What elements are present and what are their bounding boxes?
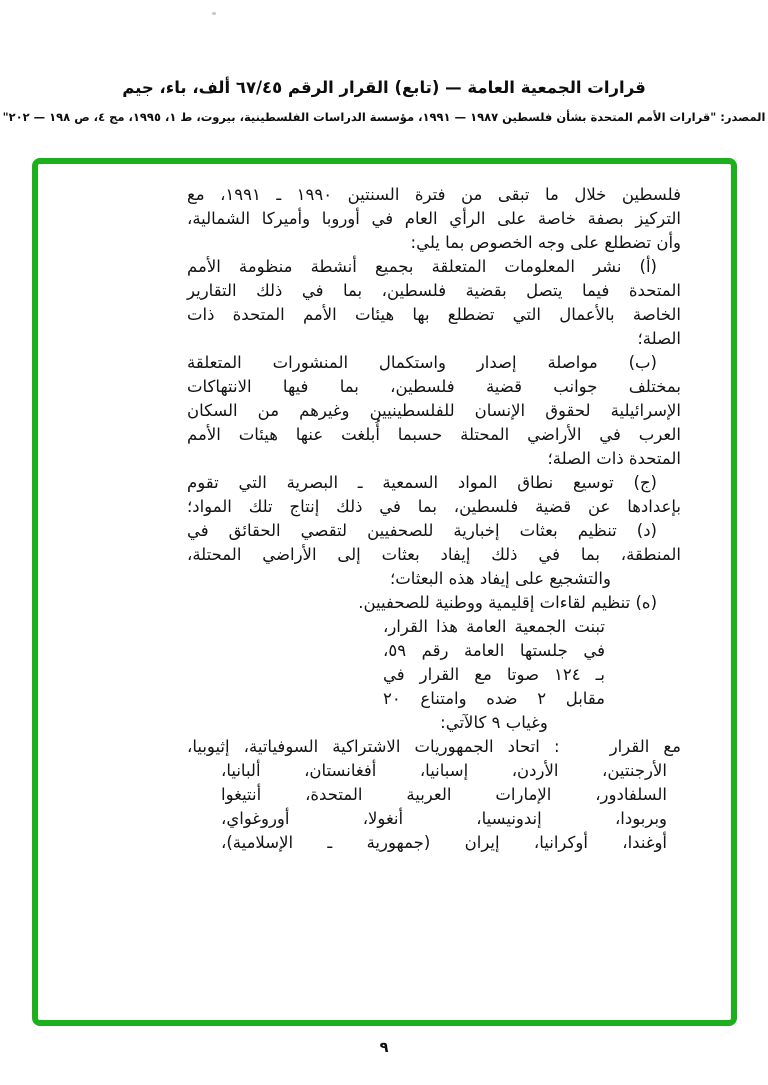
list-item-a — [187, 255, 681, 351]
text-line: الإسرائيلية لحقوق الإنسان للفلسطينيين وغيرهم من السكان — [187, 401, 681, 420]
page-title: قرارات الجمعية العامة — (تابع) القرار الرقم ٦٧/٤٥ ألف، باء، جيم — [122, 78, 646, 97]
countries-first-line: اتحاد الجمهوريات الاشتراكية السوفياتية، إثيوبيا، — [187, 737, 540, 756]
text-line: المتحدة فيما يتصل بقضية فلسطين، بما في ذلك التقارير — [187, 281, 681, 300]
countries-line: أوغندا، أوكرانيا، إيران (جمهورية ـ الإسلامية)، — [221, 833, 667, 852]
vote-for-label: مع القرار — [609, 737, 682, 756]
list-item-d — [187, 519, 681, 591]
text-line: وأن تضطلع على وجه الخصوص بما يلي: — [410, 233, 681, 252]
adoption-line: بـ ١٢٤ صوتا مع القرار في — [383, 665, 605, 684]
list-item-b — [187, 351, 681, 471]
adoption-line: وغياب ٩ كالآتي: — [440, 713, 548, 732]
text-line: فلسطين خلال ما تبقى من فترة السنتين ١٩٩٠ ـ ١٩٩١، مع — [187, 185, 681, 204]
countries-line: السلفادور، الإمارات العربية المتحدة، أنتيغوا — [221, 785, 667, 804]
page-number: ٩ — [379, 1040, 389, 1056]
text-line: (ب) مواصلة إصدار واستكمال المنشورات المتعلقة — [187, 353, 657, 372]
text-line: والتشجيع على إيفاد هذه البعثات؛ — [390, 569, 611, 588]
text-line: المتحدة ذات الصلة؛ — [547, 449, 681, 468]
vote-record — [187, 735, 681, 855]
text-line: الصلة؛ — [637, 329, 681, 348]
list-item-e — [187, 591, 681, 615]
countries-line: الأرجنتين، الأردن، إسبانيا، أفغانستان، ألبانيا، — [221, 761, 667, 780]
source-citation: المصدر: "قرارات الأمم المتحدة بشأن فلسطين ١٩٨٧ — ١٩٩١، مؤسسة الدراسات الفلسطينية، بيروت، ط ١، ١٩٩٥، مج ٤، ص ١٩٨ — ٢٠٢" — [2, 110, 766, 124]
text-line: (ج) توسيع نطاق المواد السمعية ـ البصرية التي تقوم — [187, 473, 657, 492]
vote-for-line — [187, 735, 681, 759]
adoption-line: تبنت الجمعية العامة هذا القرار، — [383, 617, 605, 636]
text-line: بإعدادها عن قضية فلسطين، بما في ذلك إنتاج تلك المواد؛ — [187, 497, 681, 516]
text-line: العرب في الأراضي المحتلة حسبما أُبلغت عنها هيئات الأمم — [187, 425, 681, 444]
text-line: التركيز بصفة خاصة على الرأي العام في أوروبا وأميركا الشمالية، — [187, 209, 681, 228]
text-line: (ه) تنظيم لقاءات إقليمية ووطنية للصحفيين. — [358, 593, 657, 612]
list-item-c — [187, 471, 681, 519]
countries-line: وبربودا، إندونيسيا، أنغولا، أوروغواي، — [221, 809, 667, 828]
vote-colon: : — [553, 737, 560, 756]
intro-paragraph — [187, 183, 681, 255]
adoption-line: في جلستها العامة رقم ٥٩، — [383, 641, 605, 660]
text-line: بمختلف جوانب قضية فلسطين، بما فيها الانتهاكات — [187, 377, 681, 396]
scan-artifact-dot — [212, 12, 216, 15]
text-line: الخاصة بالأعمال التي تضطلع بها هيئات الأمم المتحدة ذات — [187, 305, 681, 324]
adoption-block — [383, 615, 605, 735]
text-line: (أ) نشر المعلومات المتعلقة بجميع أنشطة منظومة الأمم — [187, 257, 657, 276]
text-line: المنطقة، بما في ذلك إيفاد بعثات إلى الأراضي المحتلة، — [187, 545, 681, 564]
adoption-line: مقابل ٢ ضده وامتناع ٢٠ — [383, 689, 605, 708]
resolution-body — [187, 183, 681, 855]
text-line: (د) تنظيم بعثات إخبارية للصحفيين لتقصي الحقائق في — [187, 521, 657, 540]
